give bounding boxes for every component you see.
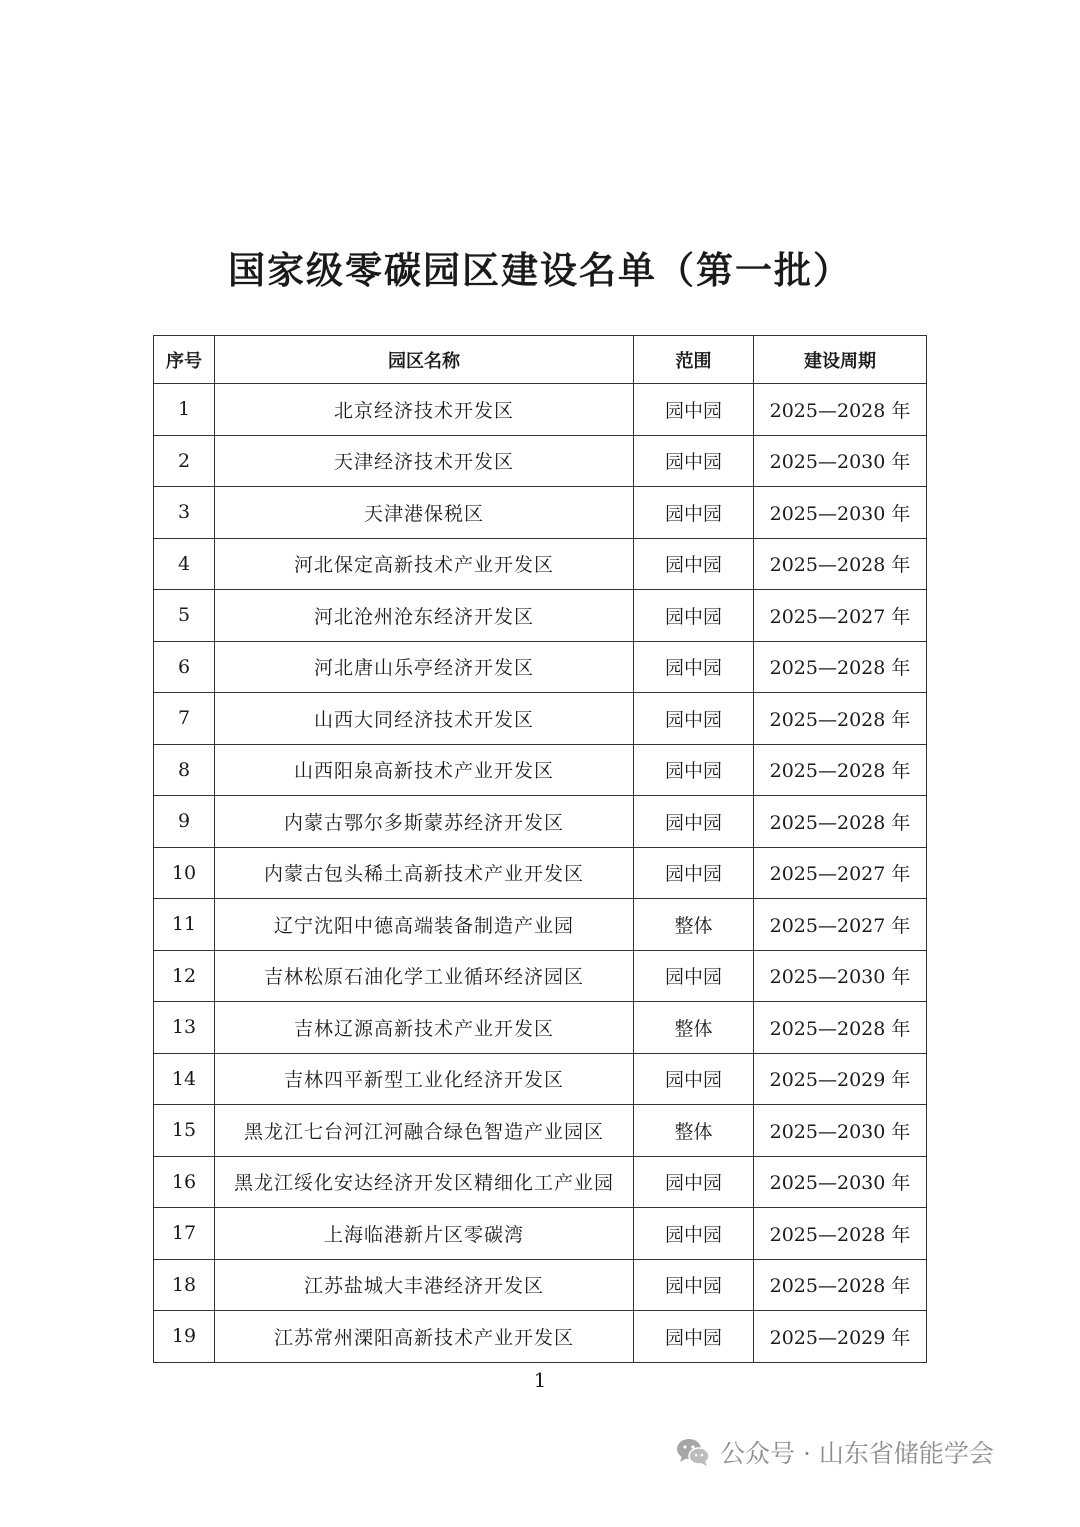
row-period: 2025—2028 年 xyxy=(754,1208,927,1260)
document-title: 国家级零碳园区建设名单（第一批） xyxy=(228,249,852,292)
row-park-name: 内蒙古包头稀土高新技术产业开发区 xyxy=(215,847,634,899)
row-index: 11 xyxy=(154,899,215,951)
table-row xyxy=(154,899,927,951)
table-row xyxy=(154,1208,927,1260)
row-index: 8 xyxy=(154,744,215,796)
watermark-text: 公众号 · 山东省储能学会 xyxy=(720,1439,994,1468)
row-index: 13 xyxy=(154,1002,215,1054)
row-park-name: 黑龙江绥化安达经济开发区精细化工产业园 xyxy=(215,1156,634,1208)
row-index: 7 xyxy=(154,693,215,745)
row-period: 2025—2028 年 xyxy=(754,744,927,796)
table-row xyxy=(154,1311,927,1363)
park-list-table xyxy=(153,335,927,1363)
row-index: 2 xyxy=(154,435,215,487)
row-index: 12 xyxy=(154,950,215,1002)
row-park-name: 江苏常州溧阳高新技术产业开发区 xyxy=(215,1311,634,1363)
row-period: 2025—2030 年 xyxy=(754,487,927,539)
row-park-name: 山西阳泉高新技术产业开发区 xyxy=(215,744,634,796)
row-park-name: 河北保定高新技术产业开发区 xyxy=(215,538,634,590)
row-index: 4 xyxy=(154,538,215,590)
table-row xyxy=(154,1156,927,1208)
table-row xyxy=(154,796,927,848)
row-period: 2025—2030 年 xyxy=(754,435,927,487)
header-scope: 范围 xyxy=(634,336,754,384)
table-row xyxy=(154,1259,927,1311)
table-header-row xyxy=(154,336,927,384)
row-index: 17 xyxy=(154,1208,215,1260)
row-period: 2025—2027 年 xyxy=(754,590,927,642)
table-row xyxy=(154,384,927,436)
row-park-name: 黑龙江七台河江河融合绿色智造产业园区 xyxy=(215,1105,634,1157)
table-row xyxy=(154,847,927,899)
row-park-name: 天津经济技术开发区 xyxy=(215,435,634,487)
wechat-icon xyxy=(676,1437,710,1467)
table-row xyxy=(154,950,927,1002)
row-scope: 园中园 xyxy=(634,590,754,642)
row-period: 2025—2029 年 xyxy=(754,1311,927,1363)
header-park-name: 园区名称 xyxy=(215,336,634,384)
row-index: 14 xyxy=(154,1053,215,1105)
row-park-name: 天津港保税区 xyxy=(215,487,634,539)
row-scope: 园中园 xyxy=(634,693,754,745)
row-scope: 园中园 xyxy=(634,1053,754,1105)
table-row xyxy=(154,1002,927,1054)
row-index: 16 xyxy=(154,1156,215,1208)
row-period: 2025—2030 年 xyxy=(754,950,927,1002)
row-period: 2025—2028 年 xyxy=(754,796,927,848)
row-scope: 园中园 xyxy=(634,950,754,1002)
row-index: 3 xyxy=(154,487,215,539)
row-period: 2025—2030 年 xyxy=(754,1105,927,1157)
watermark xyxy=(676,1434,994,1470)
table-row xyxy=(154,435,927,487)
row-park-name: 河北唐山乐亭经济开发区 xyxy=(215,641,634,693)
row-period: 2025—2028 年 xyxy=(754,538,927,590)
row-park-name: 江苏盐城大丰港经济开发区 xyxy=(215,1259,634,1311)
row-park-name: 山西大同经济技术开发区 xyxy=(215,693,634,745)
table-row xyxy=(154,744,927,796)
row-index: 6 xyxy=(154,641,215,693)
table-row xyxy=(154,693,927,745)
row-scope: 园中园 xyxy=(634,1156,754,1208)
row-scope: 园中园 xyxy=(634,1208,754,1260)
row-period: 2025—2028 年 xyxy=(754,1259,927,1311)
row-scope: 园中园 xyxy=(634,538,754,590)
row-period: 2025—2029 年 xyxy=(754,1053,927,1105)
row-park-name: 北京经济技术开发区 xyxy=(215,384,634,436)
row-index: 15 xyxy=(154,1105,215,1157)
row-period: 2025—2028 年 xyxy=(754,641,927,693)
row-scope: 园中园 xyxy=(634,641,754,693)
row-period: 2025—2027 年 xyxy=(754,847,927,899)
row-park-name: 内蒙古鄂尔多斯蒙苏经济开发区 xyxy=(215,796,634,848)
row-period: 2025—2028 年 xyxy=(754,1002,927,1054)
row-scope: 园中园 xyxy=(634,1259,754,1311)
table-row xyxy=(154,538,927,590)
row-park-name: 吉林辽源高新技术产业开发区 xyxy=(215,1002,634,1054)
row-index: 1 xyxy=(154,384,215,436)
row-index: 19 xyxy=(154,1311,215,1363)
row-scope: 整体 xyxy=(634,1105,754,1157)
row-scope: 园中园 xyxy=(634,847,754,899)
table-row xyxy=(154,1105,927,1157)
row-park-name: 吉林四平新型工业化经济开发区 xyxy=(215,1053,634,1105)
row-scope: 整体 xyxy=(634,899,754,951)
page-number: 1 xyxy=(533,1368,547,1392)
row-index: 5 xyxy=(154,590,215,642)
row-scope: 整体 xyxy=(634,1002,754,1054)
row-period: 2025—2028 年 xyxy=(754,693,927,745)
row-scope: 园中园 xyxy=(634,384,754,436)
row-park-name: 吉林松原石油化学工业循环经济园区 xyxy=(215,950,634,1002)
table-row xyxy=(154,641,927,693)
row-scope: 园中园 xyxy=(634,435,754,487)
table-row xyxy=(154,590,927,642)
row-period: 2025—2028 年 xyxy=(754,384,927,436)
table-row xyxy=(154,487,927,539)
row-park-name: 河北沧州沧东经济开发区 xyxy=(215,590,634,642)
row-period: 2025—2030 年 xyxy=(754,1156,927,1208)
row-scope: 园中园 xyxy=(634,796,754,848)
row-scope: 园中园 xyxy=(634,1311,754,1363)
header-index: 序号 xyxy=(154,336,215,384)
row-index: 10 xyxy=(154,847,215,899)
row-index: 9 xyxy=(154,796,215,848)
header-period: 建设周期 xyxy=(754,336,927,384)
row-period: 2025—2027 年 xyxy=(754,899,927,951)
table-row xyxy=(154,1053,927,1105)
row-index: 18 xyxy=(154,1259,215,1311)
row-scope: 园中园 xyxy=(634,744,754,796)
row-park-name: 上海临港新片区零碳湾 xyxy=(215,1208,634,1260)
row-scope: 园中园 xyxy=(634,487,754,539)
row-park-name: 辽宁沈阳中德高端装备制造产业园 xyxy=(215,899,634,951)
